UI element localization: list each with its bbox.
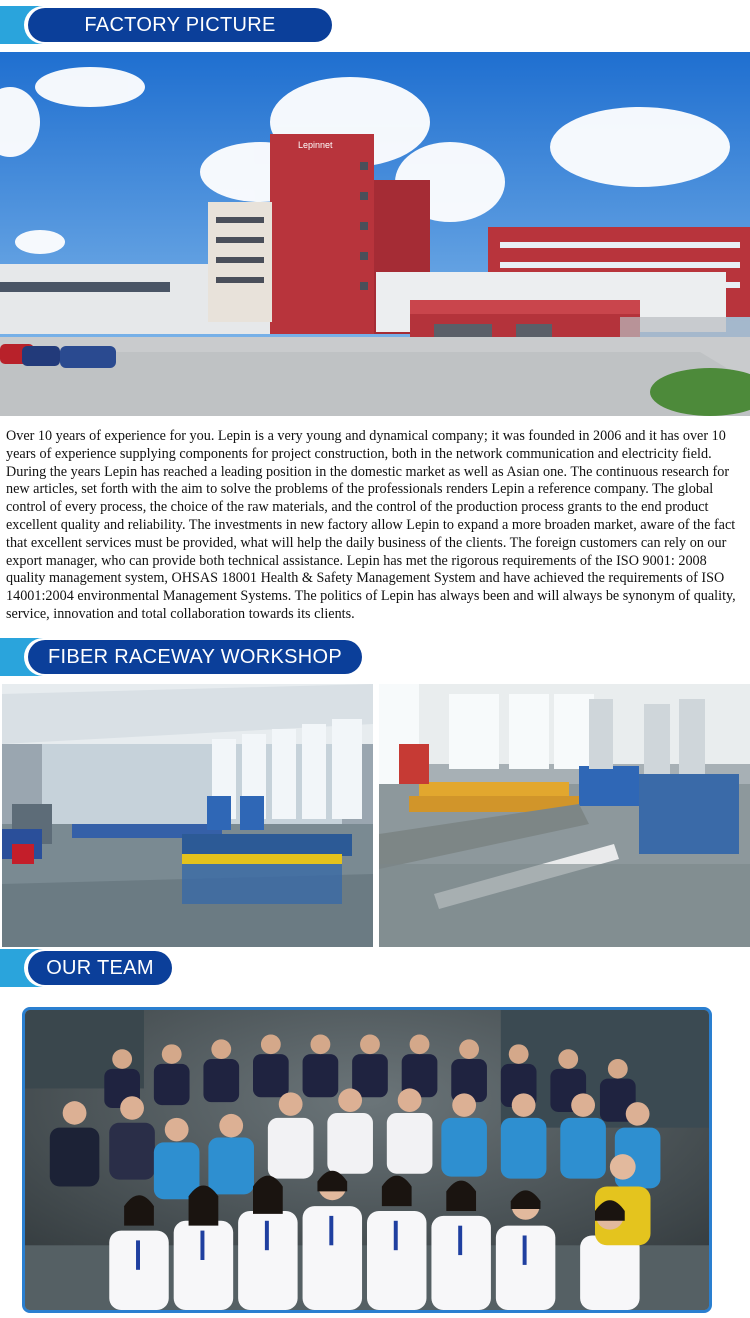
banner-pill <box>24 638 366 676</box>
workshop-photo-left <box>2 684 373 947</box>
fiber-raceway-workshop-banner <box>0 638 366 676</box>
our-team-title: OUR TEAM <box>28 951 172 985</box>
about-paragraph: Over 10 years of experience for you. Lepin is a very young and dynamical company; it was founded in 2006 and it has over 10 years of experience supplying components for project construction, both in the network communication and electricity field. During the years Lepin has reached a leading position in the domestic market as well as Asian one. The continuous research for new articles, set forth with the aim to solve the problems of the professionals renders Lepin a reference company. The global control of every process, the choice of the raw materials, and the control of the production process grants to the end product excellent quality and reliability. The investments in new factory allow Lepin to expand a more broaden market, aware of the fact that excellent services must be provided, what will help the daily business of the clients. The foreign customers can rely on our export manager, who can provide both technical assistance. Lepin has met the rigorous requirements of the ISO 9001: 2008 quality management system, OHSAS 18001 Health & Safety Management System and have achieved the requirements of ISO 14001:2004 environmental Management Systems. The politics of Lepin has always been and will always be synonym of quality, service, innovation and total collaboration towards its clients. <box>6 428 736 622</box>
our-team-banner <box>0 949 176 987</box>
workshop-photo-right <box>379 684 750 947</box>
fiber-raceway-workshop-title: FIBER RACEWAY WORKSHOP <box>28 640 362 674</box>
building-sign: Lepinnet <box>298 140 333 150</box>
factory-picture-banner <box>0 6 338 44</box>
factory-picture-title: FACTORY PICTURE <box>28 8 332 42</box>
banner-pill <box>24 6 336 44</box>
banner-pill <box>24 949 176 987</box>
factory-photo <box>0 52 750 416</box>
team-photo <box>22 1007 712 1313</box>
